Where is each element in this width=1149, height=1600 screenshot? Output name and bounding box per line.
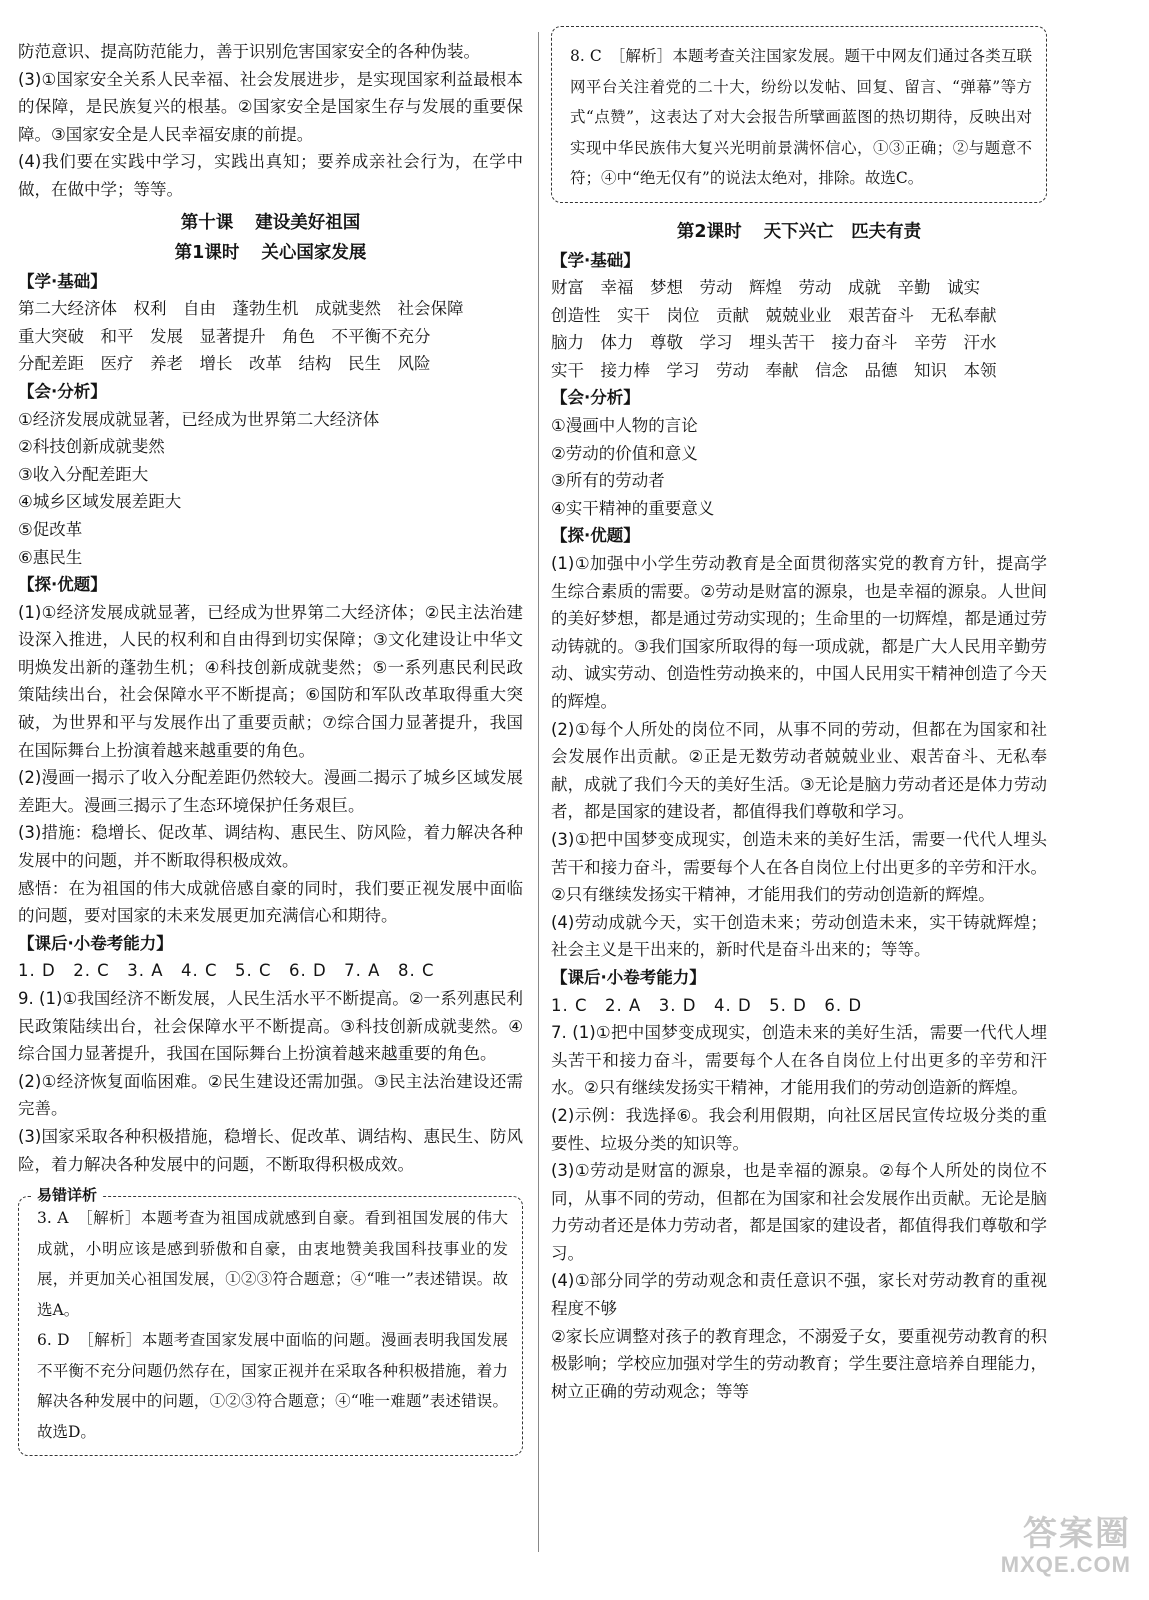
paragraph: (1)①加强中小学生劳动教育是全面贯彻落实党的教育方针，提高学生综合素质的需要。②劳动是财富的源泉，也是幸福的源泉。人世间的美好梦想，都是通过劳动实现的；生命里的一切辉煌，都是通过劳动铸就的。③我们国家所取得的每一项成就，都是广大人民用辛勤劳动、诚实劳动、创造性劳动换来的，中国人民用实干精神创造了今天的辉煌。 (551, 554, 1047, 711)
section-heading: 【课后·小卷考能力】 (18, 933, 173, 953)
list-item: ①经济发展成就显著，已经成为世界第二大经济体 (18, 409, 380, 429)
paragraph: (4)劳动成就今天，实干创造未来；劳动创造未来，实干铸就辉煌；社会主义是干出来的，新时代是奋斗出来的；等等。 (551, 912, 1047, 960)
list-item: ②科技创新成就斐然 (18, 437, 165, 457)
section-heading: 【探·优题】 (551, 526, 640, 546)
paragraph: 7. (1)①把中国梦变成现实，创造未来的美好生活，需要一代代人埋头苦干和接力奋斗，需要每个人在各自岗位上付出更多的辛劳和汗水。②只有继续发扬实干精神，才能用我们的劳动创造新的辉煌。 (551, 1023, 1047, 1098)
paragraph: (3)①国家安全关系人民幸福、社会发展进步，是实现国家利益最根本的保障，是民族复兴的根基。②国家安全是国家生存与发展的重要保障。③国家安全是人民幸福安康的前提。 (18, 69, 523, 144)
box-item: 6. D ［解析］本题考查国家发展中面临的问题。漫画表明我国发展不平衡不充分问题仍然存在，国家正视并在采取各种积极措施，着力解决各种发展中的问题，①②③符合题意；④“唯一难题”表述错误。故选D。 (37, 1331, 508, 1441)
list-item: ①漫画中人物的言论 (551, 416, 698, 436)
keyword-row: 财富 幸福 梦想 劳动 辉煌 劳动 成就 辛勤 诚实 (551, 278, 980, 298)
answer-key: 1. C 2. A 3. D 4. D 5. D 6. D (551, 995, 863, 1015)
list-item: ②劳动的价值和意义 (551, 443, 698, 463)
answer-key: 1. D 2. C 3. A 4. C 5. C 6. D 7. A 8. C (18, 961, 435, 981)
keyword-row: 实干 接力棒 学习 劳动 奉献 信念 品德 知识 本领 (551, 360, 997, 380)
list-item: ④城乡区域发展差距大 (18, 492, 182, 512)
column-divider (538, 32, 539, 1552)
section-heading: 【探·优题】 (18, 575, 107, 595)
section-heading: 【学·基础】 (551, 250, 640, 270)
keyword-row: 脑力 体力 尊敬 学习 埋头苦干 接力奋斗 辛劳 汗水 (551, 333, 997, 353)
period-title: 第1课时 关心国家发展 (174, 242, 367, 263)
paragraph: 9. (1)①我国经济不断发展，人民生活水平不断提高。②一系列惠民利民政策陆续出台，社会保障水平不断提高。③科技创新成就斐然。④综合国力显著提升，我国在国际舞台上扮演着越来越重要的角色。 (18, 989, 523, 1064)
paragraph: (2)漫画一揭示了收入分配差距仍然较大。漫画二揭示了城乡区域发展差距大。漫画三揭示了生态环境保护任务艰巨。 (18, 768, 523, 815)
watermark (1001, 1516, 1131, 1578)
list-item: ⑥惠民生 (18, 547, 83, 567)
paragraph: (3)措施：稳增长、促改革、调结构、惠民生、防风险，着力解决各种发展中的问题，并不断取得积极成效。 (18, 823, 523, 871)
keyword-row: 分配差距 医疗 养老 增长 改革 结构 民生 风险 (18, 354, 431, 374)
box-item: 3. A ［解析］本题考查为祖国成就感到自豪。看到祖国发展的伟大成就，小明应该是感到骄傲和自豪，由衷地赞美我国科技事业的发展，并更加关心祖国发展，①②③符合题意；④“唯一”表述错误。故选A。 (37, 1209, 508, 1319)
error-analysis-box (18, 1186, 523, 1456)
keyword-row: 重大突破 和平 发展 显著提升 角色 不平衡不充分 (18, 326, 431, 346)
box-label: 易错详析 (31, 1184, 103, 1205)
lesson-title: 第十课 建设美好祖国 (180, 212, 361, 233)
watermark-logo: 答案圈 (1023, 1515, 1131, 1553)
section-heading: 【课后·小卷考能力】 (551, 967, 706, 987)
section-heading: 【学·基础】 (18, 271, 107, 291)
paragraph: (3)①把中国梦变成现实，创造未来的美好生活，需要一代代人埋头苦干和接力奋斗，需要每个人在各自岗位上付出更多的辛劳和汗水。②只有继续发扬实干精神，才能用我们的劳动创造新的辉煌。 (551, 829, 1047, 905)
section-heading: 【会·分析】 (18, 381, 107, 401)
paragraph: (1)①经济发展成就显著，已经成为世界第二大经济体；②民主法治建设深入推进，人民的权利和自由得到切实保障；③文化建设让中华文明焕发出新的蓬勃生机；④科技创新成就斐然；⑤一系列惠民利民政策陆续出台，社会保障水平不断提高；⑥国防和军队改革取得重大突破，为世界和平与发展作出了重要贡献；⑦综合国力显著提升，我国在国际舞台上扮演着越来越重要的角色。 (18, 602, 523, 760)
list-item: ③所有的劳动者 (551, 471, 665, 491)
paragraph: 防范意识、提高防范能力，善于识别危害国家安全的各种伪装。 (18, 42, 480, 61)
list-item: ⑤促改革 (18, 519, 83, 539)
list-item: ③收入分配差距大 (18, 464, 149, 484)
paragraph: (4)①部分同学的劳动观念和责任意识不强，家长对劳动教育的重视程度不够 (551, 1271, 1047, 1319)
error-analysis-box (551, 26, 1047, 203)
paragraph: (3)国家采取各种积极措施，稳增长、促改革、调结构、惠民生、防风险，着力解决各种发展中的问题，不断取得积极成效。 (18, 1126, 523, 1174)
watermark-site: MXQE.COM (1000, 1552, 1131, 1577)
section-heading: 【会·分析】 (551, 388, 640, 408)
period-title: 第2课时 天下兴亡 匹夫有责 (676, 221, 922, 242)
paragraph: (2)示例：我选择⑥。我会利用假期，向社区居民宣传垃圾分类的重要性、垃圾分类的知识等。 (551, 1105, 1047, 1153)
paragraph: (2)①经济恢复面临困难。②民生建设还需加强。③民主法治建设还需完善。 (18, 1071, 523, 1119)
keyword-row: 第二大经济体 权利 自由 蓬勃生机 成就斐然 社会保障 (18, 299, 464, 319)
paragraph: 感悟：在为祖国的伟大成就倍感自豪的同时，我们要正视发展中面临的问题，要对国家的未来发展更加充满信心和期待。 (18, 878, 523, 926)
keyword-row: 创造性 实干 岗位 贡献 兢兢业业 艰苦奋斗 无私奉献 (551, 305, 997, 325)
paragraph: (2)①每个人所处的岗位不同，从事不同的劳动，但都在为国家和社会发展作出贡献。②正是无数劳动者兢兢业业、艰苦奋斗、无私奉献，成就了我们今天的美好生活。③无论是脑力劳动者还是体力劳动者，都是国家的建设者，都值得我们尊敬和学习。 (551, 719, 1047, 822)
paragraph: ②家长应调整对孩子的教育理念，不溺爱子女，要重视劳动教育的积极影响；学校应加强对学生的劳动教育；学生要注意培养自理能力，树立正确的劳动观念；等等 (551, 1326, 1047, 1401)
paragraph: (4)我们要在实践中学习，实践出真知；要养成亲社会行为，在学中做，在做中学；等等。 (18, 152, 523, 199)
box-item: 8. C ［解析］本题考查关注国家发展。题干中网友们通过各类互联网平台关注着党的二十大，纷纷以发帖、回复、留言、“弹幕”等方式“点赞”，这表达了对大会报告所擘画蓝图的热切期待，反映出对实现中华民族伟大复兴光明前景满怀信心，①③正确；②与题意不符；④中“绝无仅有”的说法太绝对，排除。故选C。 (570, 47, 1032, 187)
paragraph: (3)①劳动是财富的源泉，也是幸福的源泉。②每个人所处的岗位不同，从事不同的劳动，但都在为国家和社会发展作出贡献。无论是脑力劳动者还是体力劳动者，都是国家的建设者，都值得我们尊敬和学习。 (551, 1161, 1047, 1263)
right-column (551, 38, 1047, 1405)
left-column (18, 38, 523, 1456)
list-item: ④实干精神的重要意义 (551, 498, 715, 518)
